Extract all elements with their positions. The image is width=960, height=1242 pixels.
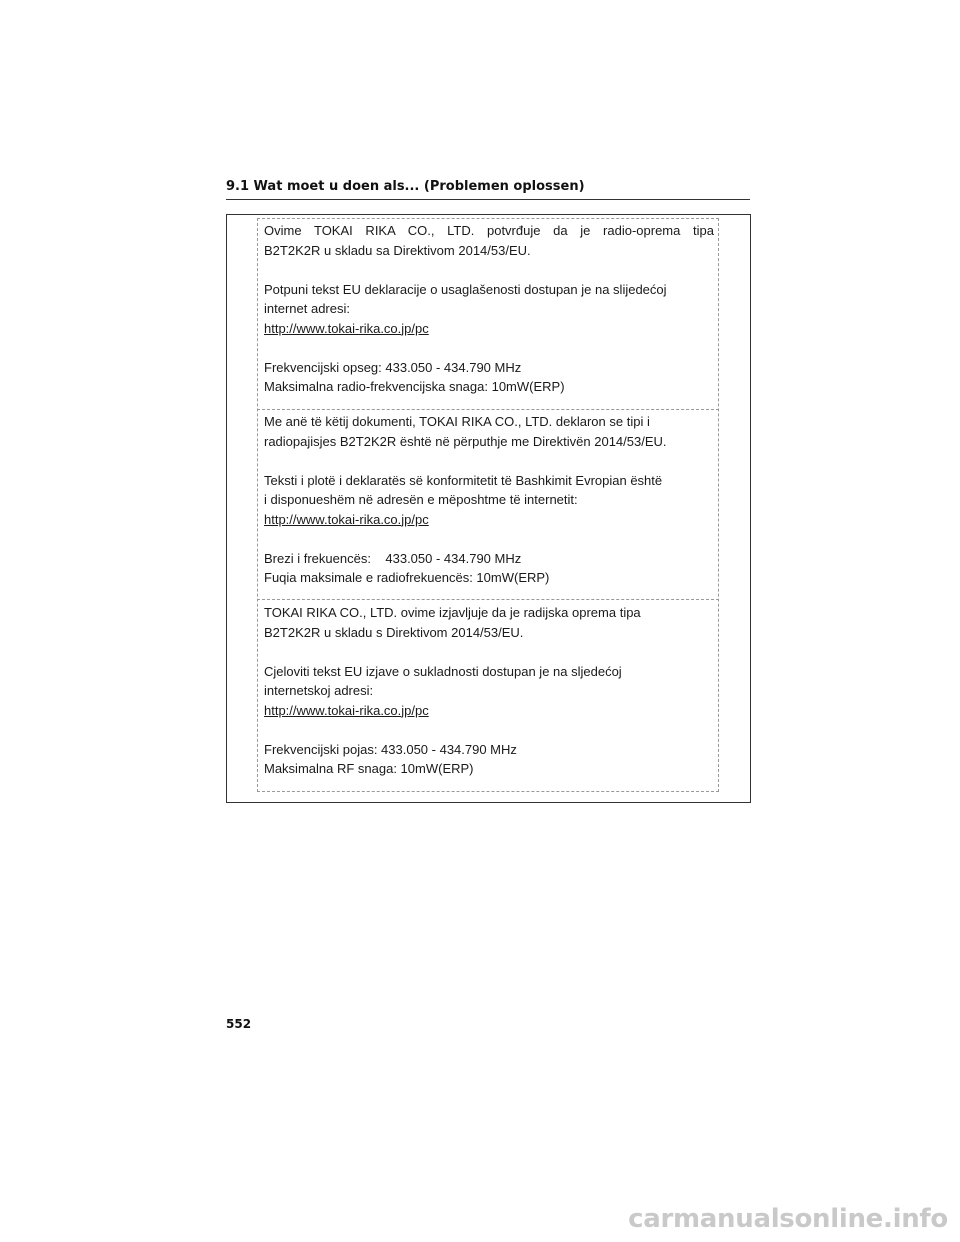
- max-power: Maksimalna RF snaga: 10mW(ERP): [264, 761, 474, 776]
- declaration-line: Me anë të këtij dokumenti, TOKAI RIKA CO., LTD. deklaron se tipi i: [264, 414, 650, 429]
- section-header: 9.1 Wat moet u doen als... (Problemen oplossen): [226, 176, 750, 200]
- declaration-section-albanian: [264, 412, 714, 588]
- declaration-line: Teksti i plotë i deklaratës së konformitetit të Bashkimit Evropian është: [264, 472, 663, 488]
- declaration-line: B2T2K2R u skladu sa Direktivom 2014/53/EU.: [264, 242, 531, 258]
- declaration-line: Cjeloviti tekst EU izjave o sukladnosti dostupan je na sljedećoj: [264, 663, 622, 679]
- declaration-line: Potpuni tekst EU deklaracije o usaglašenosti dostupan je na slijedećoj: [264, 281, 667, 297]
- declaration-line: TOKAI RIKA CO., LTD. ovime izjavljuje da je radijska oprema tipa: [264, 605, 641, 620]
- section-divider: [257, 599, 719, 600]
- declaration-line: i disponueshëm në adresën e mëposhtme të internetit:: [264, 492, 578, 507]
- watermark: carmanualsonline.info: [628, 1204, 948, 1234]
- declaration-line: radiopajisjes B2T2K2R është në përputhje me Direktivën 2014/53/EU.: [264, 433, 667, 449]
- declaration-link[interactable]: http://www.tokai-rika.co.jp/pc: [264, 511, 429, 527]
- declaration-line: internetskoj adresi:: [264, 683, 374, 698]
- max-power: Fuqia maksimale e radiofrekuencës: 10mW(ERP): [264, 570, 550, 585]
- declaration-line: B2T2K2R u skladu s Direktivom 2014/53/EU.: [264, 624, 524, 640]
- declaration-link[interactable]: http://www.tokai-rika.co.jp/pc: [264, 702, 429, 718]
- declaration-section-bosnian: [264, 221, 714, 397]
- max-power: Maksimalna radio-frekvencijska snaga: 10mW(ERP): [264, 379, 565, 394]
- declaration-section-croatian: [264, 603, 714, 779]
- declaration-line: internet adresi:: [264, 301, 350, 316]
- declaration-line: Ovime TOKAI RIKA CO., LTD. potvrđuje da je radio-oprema tipa: [264, 223, 714, 238]
- page-number: 552: [226, 1017, 252, 1031]
- frequency-range: Frekvencijski opseg: 433.050 - 434.790 MHz: [264, 359, 522, 375]
- section-divider: [257, 409, 719, 410]
- declaration-link[interactable]: http://www.tokai-rika.co.jp/pc: [264, 320, 429, 336]
- frequency-range: Frekvencijski pojas: 433.050 - 434.790 MHz: [264, 741, 517, 757]
- frequency-range: Brezi i frekuencës: 433.050 - 434.790 MHz: [264, 550, 522, 566]
